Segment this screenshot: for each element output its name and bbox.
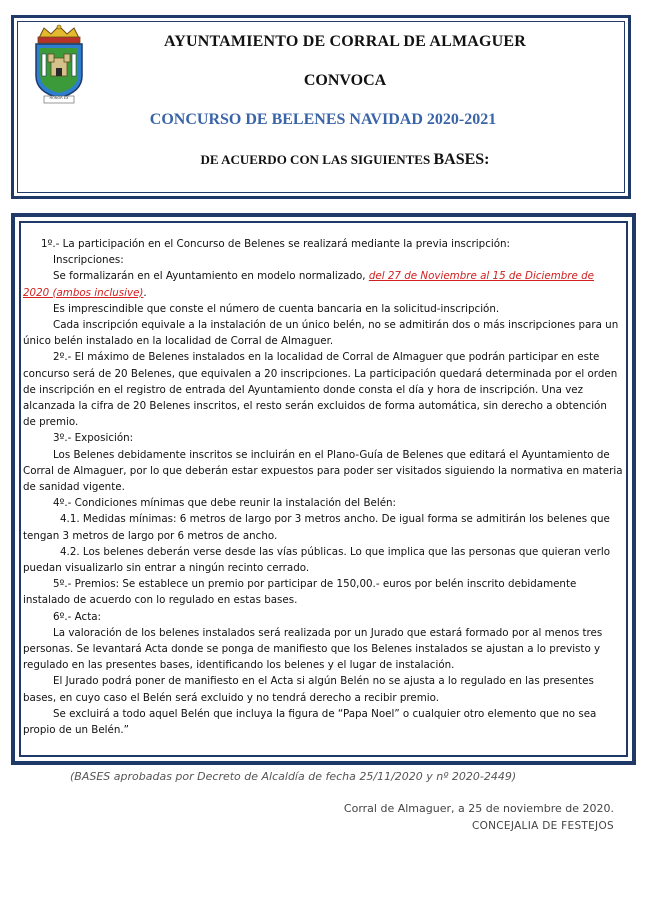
- convoca-heading: CONVOCA: [303, 72, 387, 89]
- registration-heading: Inscripciones:: [53, 254, 124, 267]
- rule-6-exclusion: El Jurado podrá poner de manifiesto en el Acta si algún Belén no se ajusta a lo regulado en las presentes bases, en cuyo caso el Belén será excluido y no tendrá derecho a recibir premio.: [23, 675, 594, 704]
- registration-end: .: [143, 286, 147, 299]
- rule-6-heading: 6º.- Acta:: [53, 610, 102, 623]
- rule-4-1-measures: 4.1. Medidas mínimas: 6 metros de largo por 3 metros ancho. De igual forma se admitirán los belenes que tengan 3 metros de largo por 6 metros de ancho.: [23, 513, 610, 542]
- registration-period: [23, 268, 623, 300]
- single-entry-note: Cada inscripción equivale a la instalación de un único belén, no se admitirán dos o más inscripciones para un único belén instalado en la localidad de Corral de Almaguer.: [23, 319, 619, 348]
- rule-3-exhibition: Los Belenes debidamente inscritos se incluirán en el Plano-Guía de Belenes que editará el Ayuntamiento de Corral de Almaguer, por lo que deberán estar expuestos para poder ser visitados siguiendo la normativa en materia de sanidad vigente.: [23, 448, 623, 494]
- rule-2-limit: 2º.- El máximo de Belenes instalados en la localidad de Corral de Almaguer que podrán participar en este concurso será de 20 Belenes, que equivalen a 20 inscripciones. La participación quedará determinada por el orden de inscripción en el registro de entrada del Ayuntamiento donde consta el día y hora de inscripción. Una vez alcanzada la cifra de 20 Belenes inscritos, el resto serán excluidos de forma automática, sin derecho a obtención de premio.: [23, 351, 618, 429]
- contest-title: CONCURSO DE BELENES NAVIDAD 2020-2021: [149, 111, 497, 128]
- registration-dates: del 27 de Noviembre al 15 de Diciembre de 2020 (ambos inclusive): [23, 270, 594, 299]
- registration-text: Se formalizarán en el Ayuntamiento en modelo normalizado,: [53, 270, 369, 283]
- rule-6-papa-noel: Se excluirá a todo aquel Belén que incluya la figura de “Papa Noel” o cualquier otro elemento que no sea propio de un Belén.”: [23, 707, 597, 737]
- rule-4-heading: 4º.- Condiciones mínimas que debe reunir la instalación del Belén:: [53, 497, 397, 510]
- place-and-date: Corral de Almaguer, a 25 de noviembre de 2020.: [343, 802, 614, 815]
- town-crest-icon: [24, 24, 94, 104]
- municipality-title: AYUNTAMIENTO DE CORRAL DE ALMAGUER: [163, 33, 527, 50]
- rule-1-intro: 1º.- La participación en el Concurso de Belenes se realizará mediante la previa inscripción:: [41, 238, 511, 250]
- crest-motto: HONOR EX: [49, 96, 69, 100]
- bank-account-note: Es imprescindible que conste el número de cuenta bancaria en la solicitud-inscripción.: [53, 302, 500, 315]
- rule-3-heading: 3º.- Exposición:: [53, 432, 134, 445]
- bases-heading-prefix: DE ACUERDO CON LAS SIGUIENTES: [200, 152, 434, 167]
- rules-text: [23, 236, 623, 738]
- rule-5-prizes: 5º.- Premios: Se establece un premio por participar de 150,00.- euros por belén inscrito debidamente instalado de acuerdo con lo regulado en estas bases.: [23, 578, 577, 607]
- department-signature: CONCEJALIA DE FESTEJOS: [471, 820, 614, 832]
- bases-heading: [110, 151, 580, 169]
- bases-heading-word: BASES:: [433, 151, 490, 168]
- rule-4-2-visibility: 4.2. Los belenes deberán verse desde las vías públicas. Lo que implica que las personas que quieran verlo puedan visualizarlo sin entrar a ningún recinto cerrado.: [23, 545, 610, 575]
- rule-6-jury: La valoración de los belenes instalados será realizada por un Jurado que estará formado por al menos tres personas. Se levantará Acta donde se ponga de manifiesto que los Belenes instalados se ajustan a lo previsto y regulado en las presentes bases, identificando los belenes y el lugar de instalación.: [23, 626, 603, 672]
- approval-note: (BASES aprobadas por Decreto de Alcaldía de fecha 25/11/2020 y nº 2020-2449): [70, 770, 517, 783]
